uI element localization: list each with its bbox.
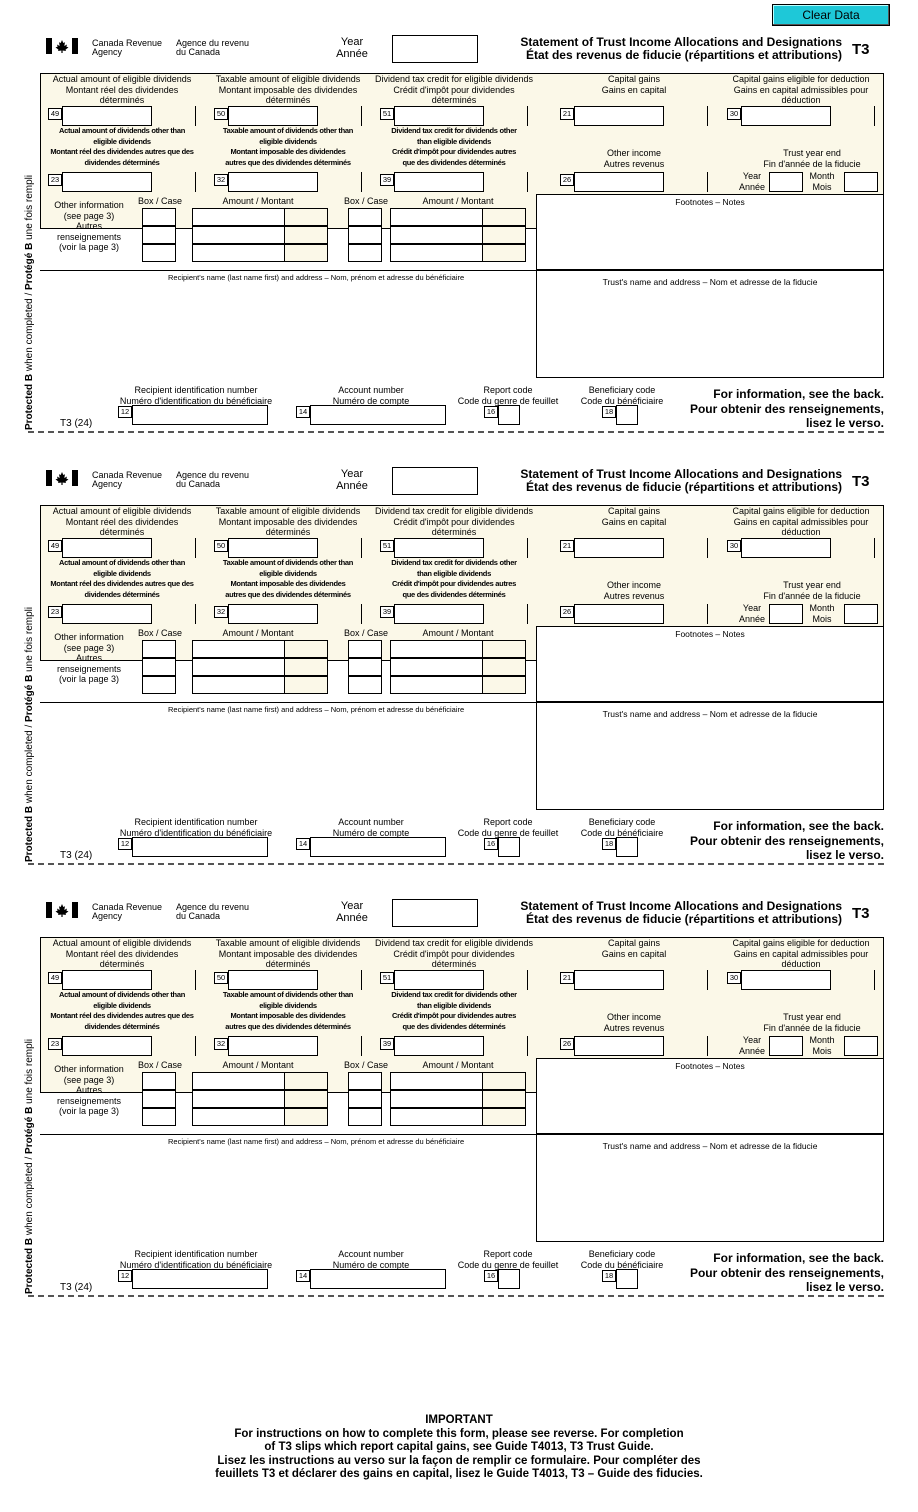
box-case-header: Box / Case [343, 628, 389, 638]
cents-field[interactable] [284, 658, 328, 676]
cents-field[interactable] [151, 1036, 195, 1056]
box-26-label: Other income Autres revenus [603, 1012, 665, 1033]
other-info-amount-input[interactable] [390, 658, 526, 676]
box-23-amount-input[interactable] [62, 604, 196, 624]
cut-line [28, 1295, 884, 1297]
recipient-name-label: Recipient's name (last name first) and address – Nom, prénom et adresse du bénéficiaire [168, 1137, 465, 1146]
other-info-box-input[interactable] [142, 658, 176, 676]
agency-en: Canada Revenue Agency [92, 470, 163, 489]
box-32-label: Taxable amount of dividends other than eligible dividends Montant imposable des dividendes autres que des dividendes déterminés [222, 558, 354, 599]
trust-year-input[interactable] [769, 604, 803, 624]
box-number: 49 [48, 540, 62, 552]
cents-field[interactable] [317, 604, 361, 624]
protected-b-label: Protected B when completed / Protégé B une fois rempli [24, 606, 35, 862]
report-code-label: Report code Code du genre de feuillet [457, 385, 559, 406]
box-number: 39 [380, 606, 394, 618]
footnotes-label: Footnotes – Notes [675, 197, 745, 207]
box-49-label: Actual amount of eligible dividends Montant réel des dividendes déterminés [52, 74, 192, 105]
trust-year-end-label: Trust year end Fin d'année de la fiducie [763, 148, 861, 169]
box-number: 49 [48, 108, 62, 120]
cents-field[interactable] [663, 604, 707, 624]
amount-header: Amount / Montant [222, 196, 294, 206]
account-label: Account number Numéro de compte [332, 385, 410, 406]
cents-field[interactable] [482, 1108, 526, 1126]
amount-header: Amount / Montant [422, 1060, 494, 1070]
year-label: Year Année [738, 171, 766, 192]
other-info-box-input[interactable] [142, 208, 176, 226]
box-number: 26 [560, 1038, 574, 1050]
cents-field[interactable] [317, 106, 361, 126]
year-input[interactable] [392, 35, 478, 63]
year-label: Year Année [738, 603, 766, 624]
other-info-box-input[interactable] [348, 1090, 382, 1108]
report-code-input[interactable] [498, 1269, 520, 1289]
box-number: 51 [380, 108, 394, 120]
box-number: 51 [380, 972, 394, 984]
cents-field[interactable] [284, 1072, 328, 1090]
important-line: Lisez les instructions au verso sur la façon de remplir ce formulaire. Pour compléter des [217, 1454, 701, 1467]
cents-field[interactable] [482, 226, 526, 244]
box-21-label: Capital gains Gains en capital [601, 74, 667, 95]
box-30-label: Capital gains eligible for deduction Gains en capital admissibles pour déduction [732, 506, 870, 537]
report-code-input[interactable] [498, 837, 520, 857]
other-info-amount-input[interactable] [192, 658, 328, 676]
account-label: Account number Numéro de compte [332, 1249, 410, 1270]
box-case-header: Box / Case [137, 1060, 183, 1070]
t3-slip [0, 0, 918, 432]
footnotes-box[interactable] [536, 194, 884, 270]
box-number: 21 [560, 108, 574, 120]
box-23-label: Actual amount of dividends other than eligible dividends Montant réel des dividendes autres que des dividendes déterminés [50, 126, 194, 167]
cents-field[interactable] [317, 538, 361, 558]
amount-header: Amount / Montant [422, 196, 494, 206]
box-case-header: Box / Case [343, 1060, 389, 1070]
other-info-amount-input[interactable] [192, 1090, 328, 1108]
box-number: 16 [484, 1270, 498, 1282]
cents-field[interactable] [482, 244, 526, 262]
form-code: T3 [852, 473, 870, 490]
year-label: Year Année [738, 1035, 766, 1056]
box-number: 30 [727, 540, 741, 552]
box-32-amount-input[interactable] [228, 604, 362, 624]
trust-year-end-label: Trust year end Fin d'année de la fiducie [763, 1012, 861, 1033]
report-code-label: Report code Code du genre de feuillet [457, 1249, 559, 1270]
year-label: Year Année [336, 36, 368, 60]
rin-label: Recipient identification number Numéro d'identification du bénéficiaire [119, 1249, 273, 1270]
other-info-label: Other information (see page 3) Autres renseignements (voir la page 3) [54, 200, 124, 252]
box-number: 14 [296, 838, 310, 850]
box-32-label: Taxable amount of dividends other than eligible dividends Montant imposable des dividendes autres que des dividendes déterminés [222, 990, 354, 1031]
box-number: 26 [560, 174, 574, 186]
box-number: 51 [380, 540, 394, 552]
cents-field[interactable] [482, 640, 526, 658]
cents-field[interactable] [284, 640, 328, 658]
box-number: 26 [560, 606, 574, 618]
form-number: T3 (24) [60, 418, 93, 429]
box-number: 32 [214, 1038, 228, 1050]
amount-header: Amount / Montant [222, 628, 294, 638]
agency-fr: Agence du revenu du Canada [176, 38, 250, 57]
box-51-label: Dividend tax credit for eligible dividends Crédit d'impôt pour dividendes déterminés [374, 506, 534, 537]
trust-name-label: Trust's name and address – Nom et adresse de la fiducie [602, 1141, 818, 1151]
cents-field[interactable] [151, 604, 195, 624]
trust-month-input[interactable] [844, 1036, 878, 1056]
other-info-box-input[interactable] [142, 244, 176, 262]
agency-en: Canada Revenue Agency [92, 38, 163, 57]
report-code-label: Report code Code du genre de feuillet [457, 817, 559, 838]
divider [40, 702, 536, 703]
beneficiary-code-label: Beneficiary code Code du bénéficiaire [580, 817, 664, 838]
trust-month-input[interactable] [844, 172, 878, 192]
other-info-amount-input[interactable] [192, 208, 328, 226]
cents-field[interactable] [151, 106, 195, 126]
box-number: 23 [48, 174, 62, 186]
amount-header: Amount / Montant [222, 1060, 294, 1070]
cents-field[interactable] [284, 1090, 328, 1108]
cents-field[interactable] [663, 538, 707, 558]
box-number: 21 [560, 972, 574, 984]
beneficiary-code-label: Beneficiary code Code du bénéficiaire [580, 385, 664, 406]
important-notice [100, 1414, 818, 1482]
agency-en: Canada Revenue Agency [92, 902, 163, 921]
rin-input[interactable] [132, 405, 268, 425]
cents-field[interactable] [483, 604, 527, 624]
box-23-amount-input[interactable] [62, 172, 196, 192]
year-input[interactable] [392, 467, 478, 495]
other-info-amount-input[interactable] [390, 1090, 526, 1108]
cents-field[interactable] [482, 1090, 526, 1108]
other-info-label: Other information (see page 3) Autres renseignements (voir la page 3) [54, 632, 124, 684]
box-case-header: Box / Case [343, 196, 389, 206]
box-49-amount-input[interactable] [62, 970, 196, 990]
box-21-label: Capital gains Gains en capital [601, 506, 667, 527]
box-21-amount-input[interactable] [574, 538, 708, 558]
rin-label: Recipient identification number Numéro d'identification du bénéficiaire [119, 385, 273, 406]
box-51-amount-input[interactable] [394, 538, 528, 558]
other-info-box-input[interactable] [142, 676, 176, 694]
box-30-amount-input[interactable] [741, 538, 875, 558]
cents-field[interactable] [483, 538, 527, 558]
box-39-label: Dividend tax credit for dividends other than eligible dividends Crédit d'impôt pour dividendes autres que des dividendes déterminés [391, 558, 517, 599]
box-number: 32 [214, 606, 228, 618]
box-32-amount-input[interactable] [228, 172, 362, 192]
other-info-amount-input[interactable] [390, 208, 526, 226]
account-input[interactable] [310, 405, 446, 425]
box-number: 14 [296, 1270, 310, 1282]
box-number: 18 [602, 1270, 616, 1282]
canada-flag-icon [46, 38, 78, 54]
trust-year-end-label: Trust year end Fin d'année de la fiducie [763, 580, 861, 601]
box-39-amount-input[interactable] [394, 172, 528, 192]
other-info-box-input[interactable] [348, 1108, 382, 1126]
account-input[interactable] [310, 1269, 446, 1289]
box-50-label: Taxable amount of eligible dividends Montant imposable des dividendes déterminés [215, 938, 361, 969]
info-note: For information, see the back. Pour obtenir des renseignements, lisez le verso. [689, 387, 884, 430]
month-label: Month Mois [809, 1035, 835, 1056]
box-number: 30 [727, 108, 741, 120]
box-50-label: Taxable amount of eligible dividends Montant imposable des dividendes déterminés [215, 506, 361, 537]
box-number: 23 [48, 606, 62, 618]
cents-field[interactable] [830, 970, 874, 990]
box-21-amount-input[interactable] [574, 970, 708, 990]
box-50-amount-input[interactable] [228, 970, 362, 990]
footnotes-box[interactable] [536, 1058, 884, 1134]
cents-field[interactable] [284, 676, 328, 694]
other-info-amount-input[interactable] [192, 1108, 328, 1126]
other-info-box-input[interactable] [142, 640, 176, 658]
box-51-amount-input[interactable] [394, 970, 528, 990]
other-info-box-input[interactable] [348, 1072, 382, 1090]
month-label: Month Mois [809, 603, 835, 624]
box-number: 39 [380, 174, 394, 186]
trust-month-input[interactable] [844, 604, 878, 624]
box-number: 16 [484, 838, 498, 850]
other-info-amount-input[interactable] [390, 1072, 526, 1090]
other-info-amount-input[interactable] [192, 226, 328, 244]
recipient-name-label: Recipient's name (last name first) and address – Nom, prénom et adresse du bénéficiaire [168, 705, 465, 714]
divider [40, 1134, 536, 1135]
other-info-box-input[interactable] [142, 1108, 176, 1126]
divider [40, 270, 536, 271]
important-line: of T3 slips which report capital gains, see Guide T4013, T3 Trust Guide. [264, 1441, 654, 1453]
box-number: 14 [296, 406, 310, 418]
box-50-amount-input[interactable] [228, 538, 362, 558]
other-info-box-input[interactable] [348, 208, 382, 226]
cents-field[interactable] [151, 172, 195, 192]
box-number: 49 [48, 972, 62, 984]
box-23-label: Actual amount of dividends other than eligible dividends Montant réel des dividendes autres que des dividendes déterminés [50, 558, 194, 599]
cents-field[interactable] [317, 1036, 361, 1056]
trust-name-box[interactable] [536, 1134, 884, 1242]
box-39-label: Dividend tax credit for dividends other than eligible dividends Crédit d'impôt pour dividendes autres que des dividendes déterminés [391, 990, 517, 1031]
trust-name-label: Trust's name and address – Nom et adresse de la fiducie [602, 277, 818, 287]
other-info-box-input[interactable] [142, 226, 176, 244]
box-number: 50 [214, 108, 228, 120]
box-49-label: Actual amount of eligible dividends Montant réel des dividendes déterminés [52, 938, 192, 969]
cents-field[interactable] [663, 970, 707, 990]
beneficiary-code-input[interactable] [616, 405, 638, 425]
clear-data-button[interactable]: Clear Data [772, 4, 890, 26]
protected-b-label: Protected B when completed / Protégé B une fois rempli [24, 1038, 35, 1294]
info-note: For information, see the back. Pour obtenir des renseignements, lisez le verso. [689, 819, 884, 862]
rin-input[interactable] [132, 1269, 268, 1289]
box-32-amount-input[interactable] [228, 1036, 362, 1056]
year-label: Year Année [336, 468, 368, 492]
box-number: 50 [214, 540, 228, 552]
rin-label: Recipient identification number Numéro d'identification du bénéficiaire [119, 817, 273, 838]
box-49-amount-input[interactable] [62, 106, 196, 126]
trust-name-box[interactable] [536, 702, 884, 810]
form-number: T3 (24) [60, 850, 93, 861]
other-info-amount-input[interactable] [192, 244, 328, 262]
canada-flag-icon [46, 470, 78, 486]
cents-field[interactable] [483, 970, 527, 990]
box-49-label: Actual amount of eligible dividends Montant réel des dividendes déterminés [52, 506, 192, 537]
box-39-amount-input[interactable] [394, 604, 528, 624]
box-23-amount-input[interactable] [62, 1036, 196, 1056]
other-info-label: Other information (see page 3) Autres renseignements (voir la page 3) [54, 1064, 124, 1116]
box-26-label: Other income Autres revenus [603, 148, 665, 169]
box-case-header: Box / Case [137, 196, 183, 206]
box-21-amount-input[interactable] [574, 106, 708, 126]
box-30-label: Capital gains eligible for deduction Gains en capital admissibles pour déduction [732, 938, 870, 969]
form-code: T3 [852, 905, 870, 922]
cents-field[interactable] [482, 676, 526, 694]
other-info-amount-input[interactable] [390, 676, 526, 694]
other-info-box-input[interactable] [348, 226, 382, 244]
other-info-box-input[interactable] [348, 676, 382, 694]
trust-year-input[interactable] [769, 1036, 803, 1056]
cents-field[interactable] [482, 1072, 526, 1090]
year-label: Year Année [336, 900, 368, 924]
other-info-amount-input[interactable] [192, 1072, 328, 1090]
cents-field[interactable] [483, 172, 527, 192]
box-26-label: Other income Autres revenus [603, 580, 665, 601]
info-note: For information, see the back. Pour obtenir des renseignements, lisez le verso. [689, 1251, 884, 1294]
other-info-amount-input[interactable] [390, 640, 526, 658]
other-info-amount-input[interactable] [390, 226, 526, 244]
box-number: 23 [48, 1038, 62, 1050]
important-line: feuillets T3 et déclarer des gains en capital, lisez le Guide T4013, T3 – Guide des fiducies. [215, 1468, 703, 1480]
box-number: 18 [602, 838, 616, 850]
cents-field[interactable] [663, 1036, 707, 1056]
other-info-amount-input[interactable] [390, 1108, 526, 1126]
beneficiary-code-input[interactable] [616, 837, 638, 857]
canada-flag-icon [46, 902, 78, 918]
box-number: 18 [602, 406, 616, 418]
box-number: 12 [118, 1270, 132, 1282]
cents-field[interactable] [284, 208, 328, 226]
beneficiary-code-label: Beneficiary code Code du bénéficiaire [580, 1249, 664, 1270]
box-32-label: Taxable amount of dividends other than eligible dividends Montant imposable des dividendes autres que des dividendes déterminés [222, 126, 354, 167]
other-info-amount-input[interactable] [192, 676, 328, 694]
cents-field[interactable] [284, 226, 328, 244]
cents-field[interactable] [482, 658, 526, 676]
form-number: T3 (24) [60, 1282, 93, 1293]
cents-field[interactable] [151, 538, 195, 558]
account-label: Account number Numéro de compte [332, 817, 410, 838]
box-49-amount-input[interactable] [62, 538, 196, 558]
form-title: Statement of Trust Income Allocations and Designations État des revenus de fiducie (répartitions et attributions) [520, 467, 842, 494]
box-23-label: Actual amount of dividends other than eligible dividends Montant réel des dividendes autres que des dividendes déterminés [50, 990, 194, 1031]
cents-field[interactable] [284, 244, 328, 262]
other-info-amount-input[interactable] [192, 640, 328, 658]
trust-name-box[interactable] [536, 270, 884, 378]
box-50-label: Taxable amount of eligible dividends Montant imposable des dividendes déterminés [215, 74, 361, 105]
box-30-amount-input[interactable] [741, 106, 875, 126]
other-info-box-input[interactable] [348, 658, 382, 676]
cents-field[interactable] [663, 172, 707, 192]
box-50-amount-input[interactable] [228, 106, 362, 126]
form-title: Statement of Trust Income Allocations and Designations État des revenus de fiducie (répartitions et attributions) [520, 899, 842, 926]
cents-field[interactable] [830, 106, 874, 126]
beneficiary-code-input[interactable] [616, 1269, 638, 1289]
agency-fr: Agence du revenu du Canada [176, 470, 250, 489]
trust-year-input[interactable] [769, 172, 803, 192]
important-line: For instructions on how to complete this form, please see reverse. For completion [234, 1427, 684, 1440]
rin-input[interactable] [132, 837, 268, 857]
box-case-header: Box / Case [137, 628, 183, 638]
month-label: Month Mois [809, 171, 835, 192]
account-input[interactable] [310, 837, 446, 857]
cents-field[interactable] [151, 970, 195, 990]
cents-field[interactable] [483, 1036, 527, 1056]
box-51-label: Dividend tax credit for eligible dividends Crédit d'impôt pour dividendes déterminés [374, 938, 534, 969]
box-number: 12 [118, 406, 132, 418]
box-51-amount-input[interactable] [394, 106, 528, 126]
footnotes-box[interactable] [536, 626, 884, 702]
protected-b-label: Protected B when completed / Protégé B une fois rempli [24, 174, 35, 430]
cents-field[interactable] [482, 208, 526, 226]
box-26-amount-input[interactable] [574, 1036, 708, 1056]
amount-header: Amount / Montant [422, 628, 494, 638]
cents-field[interactable] [483, 106, 527, 126]
box-number: 12 [118, 838, 132, 850]
box-30-amount-input[interactable] [741, 970, 875, 990]
t3-slip [0, 864, 918, 1296]
trust-name-label: Trust's name and address – Nom et adresse de la fiducie [602, 709, 818, 719]
cents-field[interactable] [663, 106, 707, 126]
other-info-box-input[interactable] [142, 1072, 176, 1090]
form-title: Statement of Trust Income Allocations and Designations État des revenus de fiducie (répartitions et attributions) [520, 35, 842, 62]
cents-field[interactable] [830, 538, 874, 558]
recipient-name-label: Recipient's name (last name first) and address – Nom, prénom et adresse du bénéficiaire [168, 273, 465, 282]
box-26-amount-input[interactable] [574, 172, 708, 192]
box-number: 39 [380, 1038, 394, 1050]
cents-field[interactable] [317, 970, 361, 990]
year-input[interactable] [392, 899, 478, 927]
footnotes-label: Footnotes – Notes [675, 629, 745, 639]
report-code-input[interactable] [498, 405, 520, 425]
box-30-label: Capital gains eligible for deduction Gains en capital admissibles pour déduction [732, 74, 870, 105]
agency-fr: Agence du revenu du Canada [176, 902, 250, 921]
other-info-amount-input[interactable] [390, 244, 526, 262]
box-number: 32 [214, 174, 228, 186]
box-number: 30 [727, 972, 741, 984]
t3-slip [0, 432, 918, 864]
box-number: 50 [214, 972, 228, 984]
box-21-label: Capital gains Gains en capital [601, 938, 667, 959]
footnotes-label: Footnotes – Notes [675, 1061, 745, 1071]
other-info-box-input[interactable] [348, 640, 382, 658]
cents-field[interactable] [284, 1108, 328, 1126]
form-code: T3 [852, 41, 870, 58]
other-info-box-input[interactable] [348, 244, 382, 262]
box-39-label: Dividend tax credit for dividends other than eligible dividends Crédit d'impôt pour dividendes autres que des dividendes déterminés [391, 126, 517, 167]
box-number: 16 [484, 406, 498, 418]
box-51-label: Dividend tax credit for eligible dividends Crédit d'impôt pour dividendes déterminés [374, 74, 534, 105]
box-39-amount-input[interactable] [394, 1036, 528, 1056]
box-number: 21 [560, 540, 574, 552]
important-title: IMPORTANT [425, 1414, 493, 1426]
other-info-box-input[interactable] [142, 1090, 176, 1108]
box-26-amount-input[interactable] [574, 604, 708, 624]
cents-field[interactable] [317, 172, 361, 192]
